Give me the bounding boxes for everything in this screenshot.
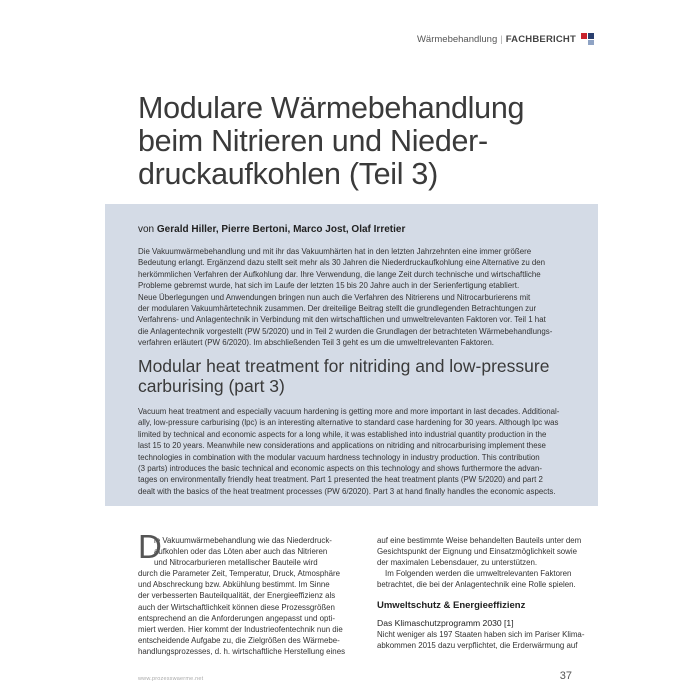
article-title (138, 92, 578, 191)
title-line: druckaufkohlen (Teil 3) (138, 157, 438, 191)
section-heading: Umweltschutz & Energieeffizienz (377, 600, 526, 612)
body-line: betrachtet, die bei der Anlagentechnik eine Rolle spielen. (377, 580, 576, 590)
body-column-right (377, 535, 599, 651)
body-line: der maximalen Lebensdauer, zu unterstützen. (377, 558, 538, 568)
english-title (138, 356, 588, 396)
abstract-english (138, 406, 586, 497)
body-line: auch der Wirtschaftlichkeit können diese Prozessgrößen (138, 602, 335, 612)
abstract-line: herkömmlichen Verfahren der Aufkohlung dar. Ihre Verwendung, die lange Zeit durch technische und wirtschaftliche (138, 269, 541, 279)
abstract-line: Verfahrens- und Anlagentechnik in Verbindung mit den wirtschaftlichen und umweltrelevanten Faktoren vor. Teil 1 hat (138, 315, 546, 325)
drop-cap: D (138, 528, 162, 565)
english-title-line: Modular heat treatment for nitriding and low-pressure (138, 356, 550, 376)
running-header (417, 34, 576, 45)
english-title-line: carburising (part 3) (138, 376, 285, 396)
body-line: Gesichtspunkt der Eignung und Einsatzmöglichkeit sowie (377, 547, 578, 557)
body-line: durch die Parameter Zeit, Temperatur, Druck, Atmosphäre (138, 569, 341, 579)
body-paragraph (377, 629, 599, 651)
abstract-line: limited by technical and economic aspects for a long while, it was established into industrial quantity production in the (138, 429, 547, 439)
abstract-german (138, 246, 586, 349)
body-line: und Nitrocarburieren metallischer Bauteile wird (154, 558, 318, 568)
abstract-line: verfahren erläutert (PW 6/2020). Im abschließenden Teil 3 geht es um die umweltrelevanten Faktoren. (138, 338, 494, 348)
journal-logo-icon (581, 33, 595, 45)
body-line: Im Folgenden werden die umweltrelevanten Faktoren (385, 569, 572, 579)
page-number: 37 (559, 670, 572, 682)
author-names: Gerald Hiller, Pierre Bertoni, Marco Jost, Olaf Irretier (156, 224, 406, 235)
body-line: und Abschreckung bzw. Abkühlung bestimmt. Im Sinne (138, 580, 330, 590)
author-prefix: von (138, 224, 155, 235)
abstract-line: tages on environmentally friendly heat treatment. Part 1 presented the heat treatment plants (PW 5/2020) and part 2 (138, 475, 543, 485)
header-rubric: FACHBERICHT (505, 34, 576, 45)
abstract-line: last 15 to 20 years. Meanwhile new considerations and applications on nitriding and nitrocarburising implement these (138, 441, 546, 451)
footer-url: www.prozesswaerme.net (138, 676, 204, 682)
abstract-line: (3 parts) introduces the basic technical and economic aspects on this technology and shows furthermore the advan- (138, 464, 542, 474)
body-paragraph (377, 568, 599, 590)
author-line (138, 224, 405, 235)
abstract-line: der modularen Vakuumhärtetechnik zusammen. Der dreiteilige Beitrag stellt die grundlegenden Betrachtungen zur (138, 304, 537, 314)
abstract-line: Probleme gebremst wurde, hat sich im Laufe der letzten 15 bis 20 Jahre auch in der Serienfertigung etabliert. (138, 281, 520, 291)
subsection-heading: Das Klimaschutzprogramm 2030 [1] (377, 617, 514, 628)
body-line: der verbesserten Bauteilqualität, der Energieeffizienz als (138, 591, 336, 601)
abstract-line: dealt with the basics of the heat treatment processes (PW 6/2020). Part 3 at hand finally handles the economic aspects. (138, 486, 556, 496)
body-line: ie Vakuumwärmebehandlung wie das Niederdruck- (154, 536, 332, 545)
abstract-line: Bedeutung erlangt. Ergänzend dazu stellt seit mehr als 30 Jahren die Niederdruckaufkohlung eine Alternative zu den (138, 258, 546, 268)
body-line: aufkohlen oder das Löten aber auch das Nitrieren (154, 547, 328, 557)
abstract-line: technologies in combination with the modular vacuum hardness technology in industry production. This contribution (138, 452, 540, 462)
abstract-line: Vacuum heat treatment and especially vacuum hardening is getting more and more important in last decades. Additional- (138, 407, 560, 416)
body-paragraph (377, 535, 599, 568)
body-column-left (138, 528, 360, 657)
abstract-line: Die Vakuumwärmebehandlung und mit ihr das Vakuumhärten hat in den letzten Jahrzehnten eine immer größere (138, 247, 532, 256)
title-line: Modulare Wärmebehandlung (138, 91, 525, 125)
body-line: entsprechend an die Anforderungen angepasst und opti- (138, 613, 335, 623)
abstract-line: ally, low-pressure carburising (lpc) is an interesting alternative to standard case hardening for 30 years. Although lpc was (138, 418, 559, 428)
body-line: handlungsprozesses, d. h. wirtschaftliche Herstellung eines (138, 646, 346, 656)
body-line: Nicht weniger als 197 Staaten haben sich im Pariser Klima- (377, 629, 585, 639)
body-line: entscheidende Aufgabe zu, die Zielgrößen des Wärmebe- (138, 635, 340, 645)
header-section: Wärmebehandlung (416, 34, 498, 45)
abstract-line: Neue Überlegungen und Anwendungen bringen nun auch die Verfahren des Nitrierens und Nitrocarburierens mit (138, 292, 531, 302)
body-line: abkommen 2015 dazu verpflichtet, die Erderwärmung auf (377, 640, 578, 650)
body-line: miert werden. Hier kommt der Industrieofentechnik nun die (138, 624, 343, 634)
title-line: beim Nitrieren und Nieder- (138, 124, 488, 158)
header-separator: | (500, 34, 503, 45)
abstract-line: die Anlagentechnik vorgestellt (PW 5/2020) und in Teil 2 wurden die Grundlagen der betrachteten Wärmebehandlungs- (138, 326, 553, 336)
body-line: auf eine bestimmte Weise behandelten Bauteils unter dem (377, 536, 582, 545)
